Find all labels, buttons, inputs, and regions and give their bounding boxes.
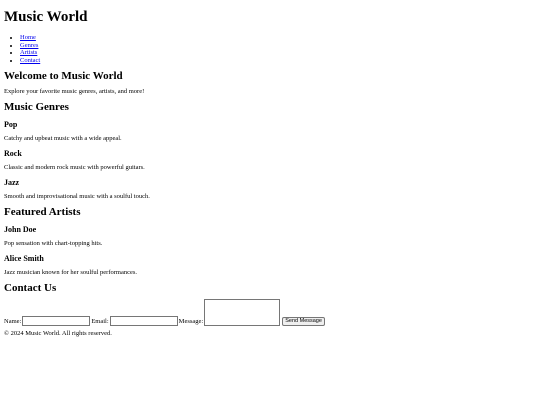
- site-header: [4, 0, 536, 64]
- name-label: Name:: [4, 318, 22, 326]
- contact-form: [4, 296, 536, 326]
- genre-description: Classic and modern rock music with powerful guitars.: [4, 164, 145, 172]
- artists-heading: Featured Artists: [4, 206, 81, 219]
- site-title: Music World: [4, 9, 88, 25]
- artist-item-alice-smith: [4, 254, 536, 277]
- welcome-heading: Welcome to Music World: [4, 70, 123, 83]
- nav-item-genres: [20, 42, 536, 50]
- artists-section: [4, 206, 536, 277]
- genres-heading: Music Genres: [4, 101, 69, 114]
- name-field[interactable]: [22, 316, 90, 326]
- main-nav: [4, 34, 536, 64]
- artist-description: Pop sensation with chart-topping hits.: [4, 240, 103, 248]
- nav-link-contact[interactable]: Contact: [20, 56, 41, 64]
- contact-heading: Contact Us: [4, 282, 57, 295]
- email-label: Email:: [91, 318, 109, 326]
- send-message-button[interactable]: Send Message: [282, 317, 325, 326]
- genre-item-rock: [4, 149, 536, 172]
- artist-name: John Doe: [4, 225, 37, 235]
- genre-name: Rock: [4, 149, 22, 159]
- welcome-text: Explore your favorite music genres, artists, and more!: [4, 88, 145, 96]
- genres-section: [4, 101, 536, 201]
- message-label: Message:: [178, 318, 204, 326]
- nav-link-home[interactable]: Home: [20, 34, 36, 41]
- welcome-section: [4, 70, 536, 96]
- nav-item-artists: [20, 49, 536, 57]
- artist-item-john-doe: [4, 225, 536, 248]
- artist-description: Jazz musician known for her soulful performances.: [4, 269, 138, 277]
- site-footer: [4, 330, 536, 338]
- message-field[interactable]: [204, 299, 280, 326]
- nav-item-home: [20, 34, 536, 42]
- nav-link-artists[interactable]: Artists: [20, 49, 38, 57]
- email-field[interactable]: [110, 316, 178, 326]
- genre-name: Jazz: [4, 178, 20, 188]
- nav-item-contact: [20, 57, 536, 65]
- contact-section: [4, 282, 536, 326]
- nav-list: [4, 34, 536, 64]
- genre-description: Smooth and improvisational music with a soulful touch.: [4, 193, 150, 201]
- nav-link-genres[interactable]: Genres: [20, 41, 39, 49]
- genre-name: Pop: [4, 120, 18, 130]
- genre-description: Catchy and upbeat music with a wide appeal.: [4, 135, 122, 143]
- artist-name: Alice Smith: [4, 254, 44, 264]
- genre-item-jazz: [4, 178, 536, 201]
- genre-item-pop: [4, 120, 536, 143]
- copyright-text: © 2024 Music World. All rights reserved.: [4, 330, 112, 338]
